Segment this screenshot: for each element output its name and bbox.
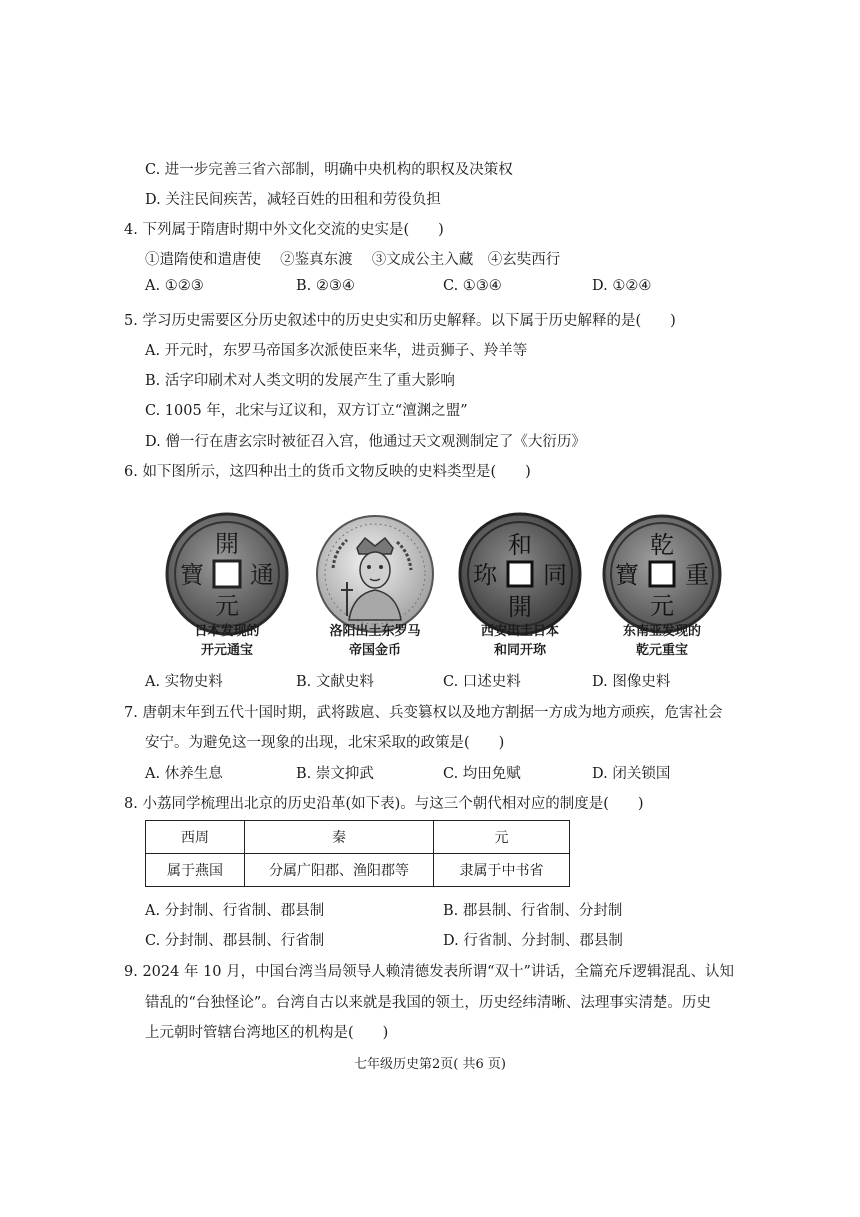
- table-header-cell: 元: [434, 821, 570, 854]
- coin4-caption: [587, 622, 737, 660]
- table-cell: 隶属于中书省: [434, 854, 570, 887]
- q7-option-d: D. 闭关锁国: [592, 766, 671, 782]
- table-header-cell: 秦: [245, 821, 434, 854]
- q3-option-d: D. 关注民间疾苦，减轻百姓的田租和劳役负担: [145, 192, 441, 208]
- page-footer: 七年级历史第2页( 共6 页): [354, 1057, 506, 1072]
- table-header-row: [146, 821, 570, 854]
- q4-option-a: A. ①②③: [145, 278, 204, 294]
- q5-option-c: C. 1005 年，北宋与辽议和，双方订立“澶渊之盟”: [145, 403, 468, 419]
- coin1-char-bottom: 元: [215, 592, 239, 620]
- coin1-char-top: 開: [215, 530, 239, 558]
- coin-wado-kaichin: [458, 512, 582, 636]
- coin4-char-top: 乾: [650, 531, 674, 559]
- q9-stem-line1: 9. 2024 年 10 月，中国台湾当局领导人赖清德发表所谓“双十”讲话，全篇充斥逻辑混乱、认知: [124, 964, 734, 980]
- q7-option-b: B. 崇文抑武: [296, 766, 374, 782]
- coin3-caption-line2: 和同开珎: [493, 643, 546, 658]
- q8-stem: 8. 小荔同学梳理出北京的历史沿革(如下表)。与这三个朝代相对应的制度是( ): [124, 796, 644, 812]
- table-row: [146, 854, 570, 887]
- q5-option-a: A. 开元时，东罗马帝国多次派使臣来华，进贡狮子、羚羊等: [145, 343, 528, 359]
- coin1-char-left: 寶: [180, 561, 204, 589]
- q6-option-c: C. 口述史料: [443, 674, 521, 690]
- q6-option-d: D. 图像史料: [592, 674, 671, 690]
- coin3-caption: [445, 622, 595, 660]
- table-header-cell: 西周: [146, 821, 245, 854]
- coin4-char-bottom: 元: [650, 592, 674, 620]
- q8-option-b: B. 郡县制、行省制、分封制: [443, 903, 623, 919]
- coin1-char-right: 通: [250, 561, 274, 589]
- beijing-history-table: [145, 820, 570, 887]
- table-cell: 属于燕国: [146, 854, 245, 887]
- q4-items: ①遣隋使和遣唐使 ②鉴真东渡 ③文成公主入藏 ④玄奘西行: [145, 252, 561, 268]
- coin4-caption-line1: 东南亚发现的: [622, 624, 701, 639]
- q7-option-c: C. 均田免赋: [443, 766, 521, 782]
- q8-option-d: D. 行省制、分封制、郡县制: [443, 933, 623, 949]
- coin1-caption-line2: 开元通宝: [200, 643, 253, 658]
- q7-stem-line1: 7. 唐朝末年到五代十国时期，武将跋扈、兵变篡权以及地方割据一方成为地方顽疾，危害社会: [124, 705, 723, 721]
- q9-stem-line3: 上元朝时管辖台湾地区的机构是( ): [145, 1025, 389, 1041]
- coin3-char-top: 和: [508, 531, 532, 559]
- coin1-caption-line1: 日本发现的: [194, 624, 260, 639]
- coin4-caption-line2: 乾元重宝: [635, 643, 688, 658]
- q7-option-a: A. 休养生息: [145, 766, 223, 782]
- coin2-caption-line1: 洛阳出土东罗马: [329, 624, 421, 639]
- q5-option-b: B. 活字印刷术对人类文明的发展产生了重大影响: [145, 373, 455, 389]
- q4-option-b: B. ②③④: [296, 278, 355, 294]
- coin3-char-right: 同: [543, 561, 567, 589]
- q9-stem-line2: 错乱的“台独怪论”。台湾自古以来就是我国的领土，历史经纬清晰、法理事实清楚。历史: [145, 995, 711, 1011]
- table-cell: 分属广阳郡、渔阳郡等: [245, 854, 434, 887]
- coin3-char-bottom: 開: [508, 593, 532, 621]
- q5-stem: 5. 学习历史需要区分历史叙述中的历史史实和历史解释。以下属于历史解释的是( ): [124, 313, 676, 329]
- q4-stem: 4. 下列属于隋唐时期中外文化交流的史实是( ): [124, 222, 444, 238]
- q7-stem-line2: 安宁。为避免这一现象的出现，北宋采取的政策是( ): [145, 735, 505, 751]
- coin2-caption-line2: 帝国金币: [348, 643, 401, 658]
- q3-option-c: C. 进一步完善三省六部制，明确中央机构的职权及决策权: [145, 162, 513, 178]
- coin4-char-left: 寶: [615, 561, 639, 589]
- coin-kaiyuan-tongbao: [165, 512, 289, 636]
- q6-stem: 6. 如下图所示，这四种出土的货币文物反映的史料类型是( ): [124, 464, 531, 480]
- q5-option-d: D. 僧一行在唐玄宗时被征召入宫，他通过天文观测制定了《大衍历》: [145, 434, 586, 450]
- q8-option-c: C. 分封制、郡县制、行省制: [145, 933, 325, 949]
- q8-option-a: A. 分封制、行省制、郡县制: [145, 903, 325, 919]
- coin3-caption-line1: 西安出土日本: [480, 624, 559, 639]
- q6-option-a: A. 实物史料: [145, 674, 223, 690]
- coin2-caption: [300, 622, 450, 660]
- coin-byzantine-gold: [313, 512, 437, 636]
- coin-qianyuan-zhongbao: [600, 512, 724, 636]
- q6-option-b: B. 文献史料: [296, 674, 374, 690]
- coin3-char-left: 珎: [473, 561, 497, 589]
- q4-option-d: D. ①②④: [592, 278, 652, 294]
- q4-option-c: C. ①③④: [443, 278, 502, 294]
- coin4-char-right: 重: [685, 561, 709, 589]
- coin1-caption: [152, 622, 302, 660]
